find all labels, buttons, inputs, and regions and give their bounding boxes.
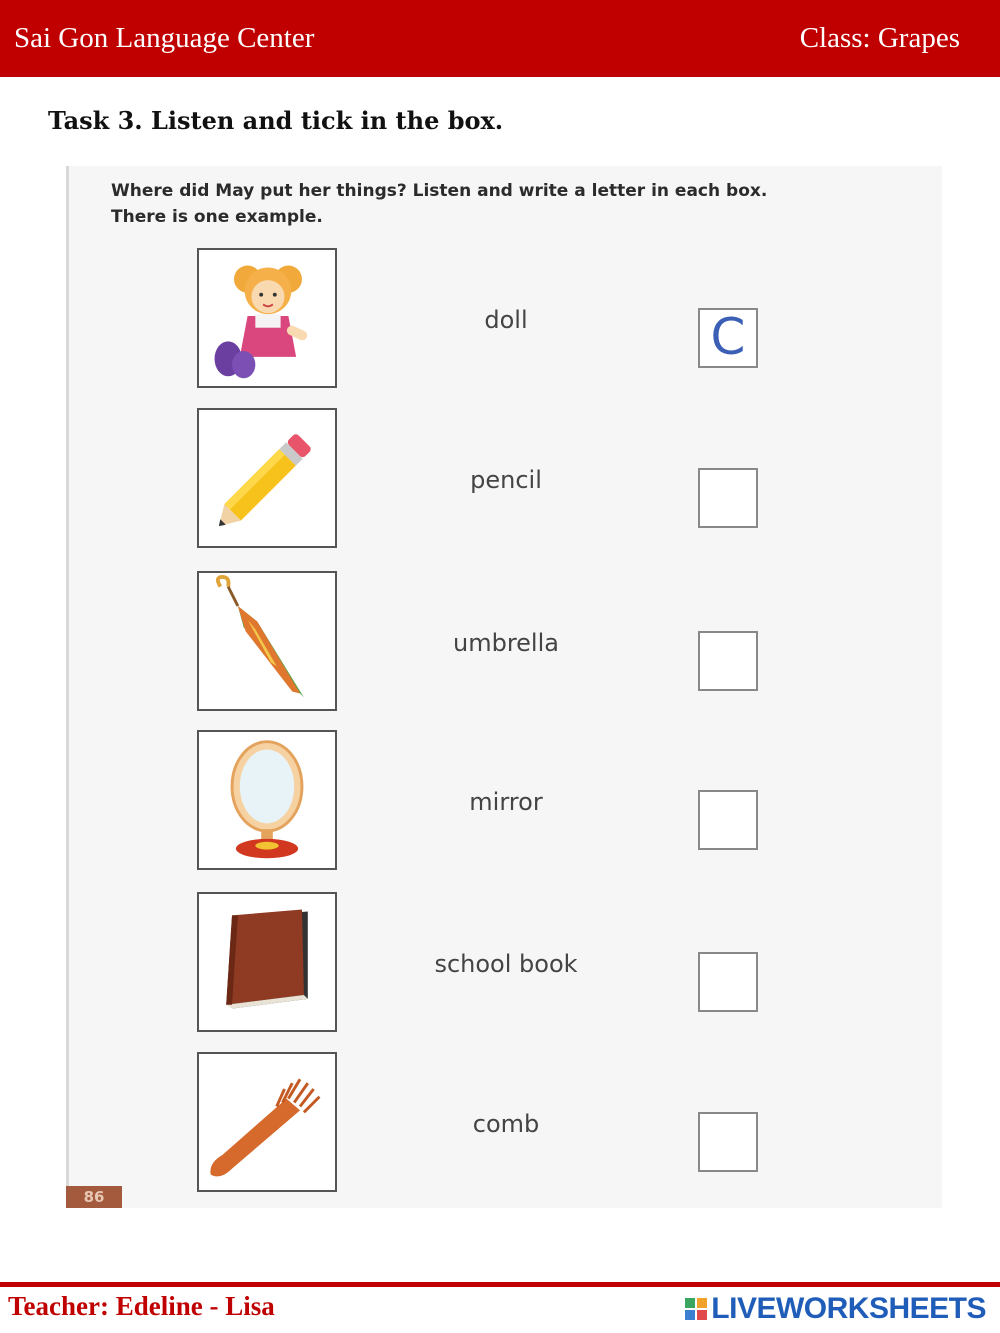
class-label: Class: Grapes — [799, 22, 960, 54]
instructions-line-1: Where did May put her things? Listen and write a letter in each box. — [111, 181, 768, 201]
brand-name: LIVEWORKSHEETS — [711, 1292, 986, 1325]
center-name: Sai Gon Language Center — [14, 22, 315, 54]
answer-box[interactable] — [698, 790, 758, 850]
footer-divider — [0, 1282, 1000, 1287]
item-row-umbrella — [66, 571, 942, 713]
header-bar — [0, 0, 1000, 77]
liveworksheets-icon — [685, 1298, 707, 1320]
doll-icon — [197, 248, 337, 388]
item-word: mirror — [469, 788, 543, 816]
instructions-line-2: There is one example. — [111, 207, 323, 227]
page-number: 86 — [66, 1186, 122, 1208]
item-word: pencil — [470, 466, 542, 494]
instructions — [111, 178, 831, 230]
item-row-doll — [66, 248, 942, 390]
item-word: school book — [434, 950, 578, 978]
item-row-school-book — [66, 892, 942, 1034]
answer-box[interactable] — [698, 631, 758, 691]
answer-box[interactable] — [698, 952, 758, 1012]
item-word: doll — [484, 306, 528, 334]
mirror-icon — [197, 730, 337, 870]
worksheet-panel — [66, 166, 942, 1208]
answer-box[interactable] — [698, 468, 758, 528]
pencil-icon — [197, 408, 337, 548]
answer-box[interactable] — [698, 1112, 758, 1172]
task-title: Task 3. Listen and tick in the box. — [48, 106, 504, 135]
answer-box[interactable]: C — [698, 308, 758, 368]
item-row-comb — [66, 1052, 942, 1194]
umbrella-icon — [197, 571, 337, 711]
teacher-name: Teacher: Edeline - Lisa — [8, 1291, 275, 1321]
item-word: umbrella — [453, 629, 559, 657]
item-row-pencil — [66, 408, 942, 550]
book-icon — [197, 892, 337, 1032]
item-row-mirror — [66, 730, 942, 872]
comb-icon — [197, 1052, 337, 1192]
item-word: comb — [472, 1110, 540, 1138]
brand-logo[interactable] — [685, 1292, 986, 1326]
